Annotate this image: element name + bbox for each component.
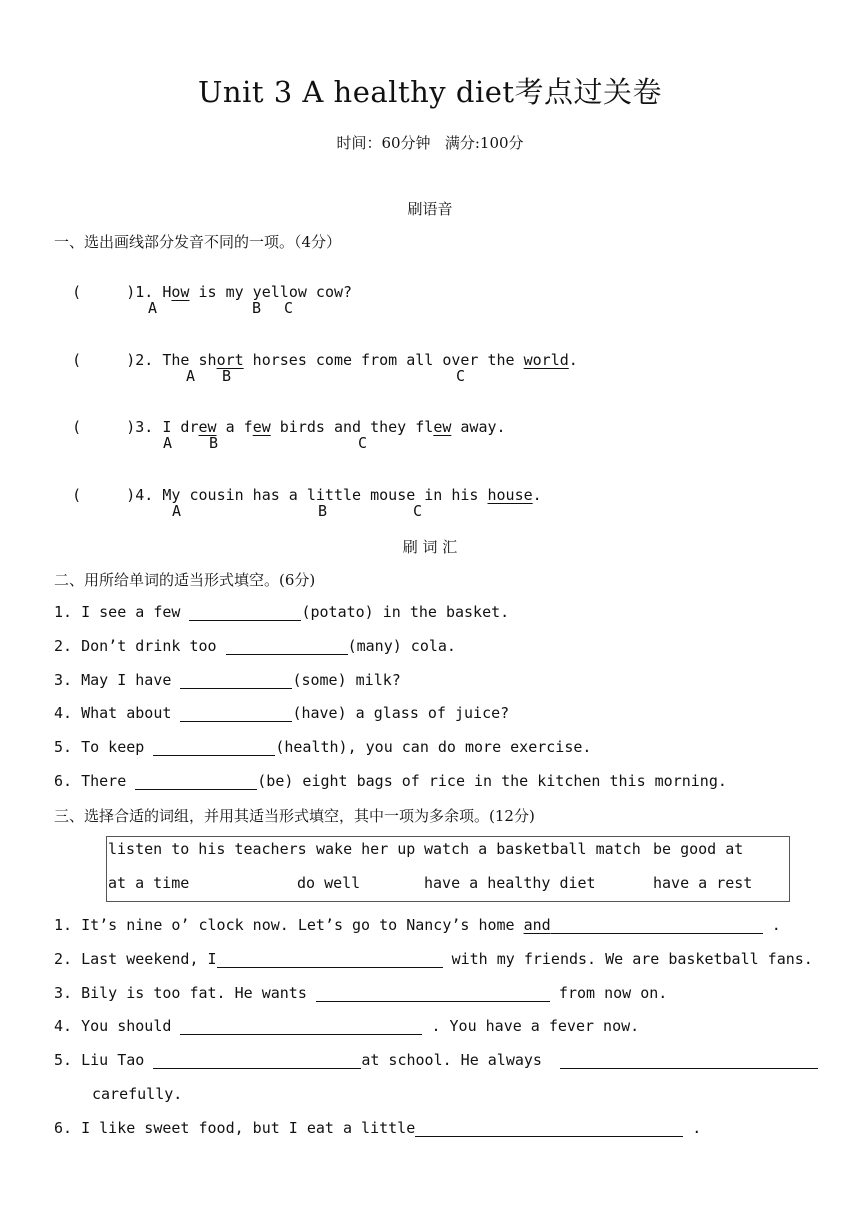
option-label: C <box>284 299 294 317</box>
answer-bracket[interactable]: ( ) <box>72 486 136 504</box>
q1-item: ( )1. How is my yellow cow? <box>72 283 353 301</box>
option-label: A <box>172 502 182 520</box>
q2-item: 4. What about (have) a glass of juice? <box>54 704 510 722</box>
answer-blank[interactable] <box>135 773 257 790</box>
q3-heading: 三、选择合适的词组，并用其适当形式填空，其中一项为多余项。(12分) <box>54 807 535 825</box>
option-label: C <box>413 502 423 520</box>
answer-blank[interactable] <box>180 705 292 722</box>
q2-item: 5. To keep (health), you can do more exercise. <box>54 738 592 756</box>
phrase-option: listen to his teachers <box>108 840 307 858</box>
q1-heading: 一、选出画线部分发音不同的一项。（4分） <box>54 233 342 251</box>
q3-item: 5. Liu Tao at school. He always <box>54 1051 818 1069</box>
option-label: B <box>318 502 328 520</box>
exam-info: 时间：60分钟 满分:100分 <box>336 134 524 152</box>
option-label: B <box>222 367 232 385</box>
q2-item: 6. There (be) eight bags of rice in the kitchen this morning. <box>54 772 727 790</box>
q2-item: 1. I see a few (potato) in the basket. <box>54 603 510 621</box>
option-label: A <box>163 434 173 452</box>
page-title: Unit 3 A healthy diet考点过关卷 <box>197 75 663 109</box>
phrase-option: watch a basketball match <box>424 840 641 858</box>
answer-blank[interactable] <box>316 985 550 1002</box>
option-label: C <box>456 367 466 385</box>
q3-item-continuation: carefully. <box>92 1085 183 1103</box>
option-label: B <box>209 434 219 452</box>
answer-blank[interactable] <box>153 739 275 756</box>
answer-bracket[interactable]: ( ) <box>72 351 136 369</box>
answer-blank[interactable] <box>226 638 348 655</box>
q3-item: 3. Bily is too fat. He wants from now on. <box>54 984 668 1002</box>
answer-blank[interactable] <box>217 951 443 968</box>
phrase-option: at a time <box>108 874 190 892</box>
answer-blank[interactable] <box>560 1052 818 1069</box>
q3-item: 1. It’s nine o’ clock now. Let’s go to Nancy’s home and . <box>54 916 781 934</box>
phrase-option: have a healthy diet <box>424 874 596 892</box>
phrase-option: be good at <box>653 840 744 858</box>
q3-item: 2. Last weekend, I with my friends. We are basketball fans. <box>54 950 813 968</box>
q2-item: 2. Don’t drink too (many) cola. <box>54 637 456 655</box>
q2-heading: 二、用所给单词的适当形式填空。(6分) <box>54 571 316 589</box>
q3-item: 6. I like sweet food, but I eat a little . <box>54 1119 702 1137</box>
section-label-pronunciation: 刷语音 <box>407 200 453 218</box>
answer-blank[interactable] <box>153 1052 361 1069</box>
option-label: A <box>148 299 158 317</box>
q1-item: ( )3. I drew a few birds and they flew away. <box>72 418 506 436</box>
phrase-option: do well <box>297 874 361 892</box>
answer-blank[interactable] <box>180 672 292 689</box>
answer-bracket[interactable]: ( ) <box>72 418 136 436</box>
answer-blank[interactable] <box>180 1018 422 1035</box>
option-label: C <box>358 434 368 452</box>
option-label: A <box>186 367 196 385</box>
q3-item: 4. You should . You have a fever now. <box>54 1017 640 1035</box>
answer-blank[interactable] <box>189 604 301 621</box>
phrase-option: wake her up <box>316 840 416 858</box>
q1-item: ( )2. The short horses come from all over the world. <box>72 351 578 369</box>
option-label: B <box>252 299 262 317</box>
section-label-vocabulary: 刷 词 汇 <box>402 538 458 556</box>
q2-item: 3. May I have (some) milk? <box>54 671 401 689</box>
q1-item: ( )4. My cousin has a little mouse in his house. <box>72 486 542 504</box>
phrase-option: have a rest <box>653 874 753 892</box>
answer-blank[interactable] <box>415 1120 683 1137</box>
answer-blank[interactable] <box>551 917 763 934</box>
answer-bracket[interactable]: ( ) <box>72 283 136 301</box>
